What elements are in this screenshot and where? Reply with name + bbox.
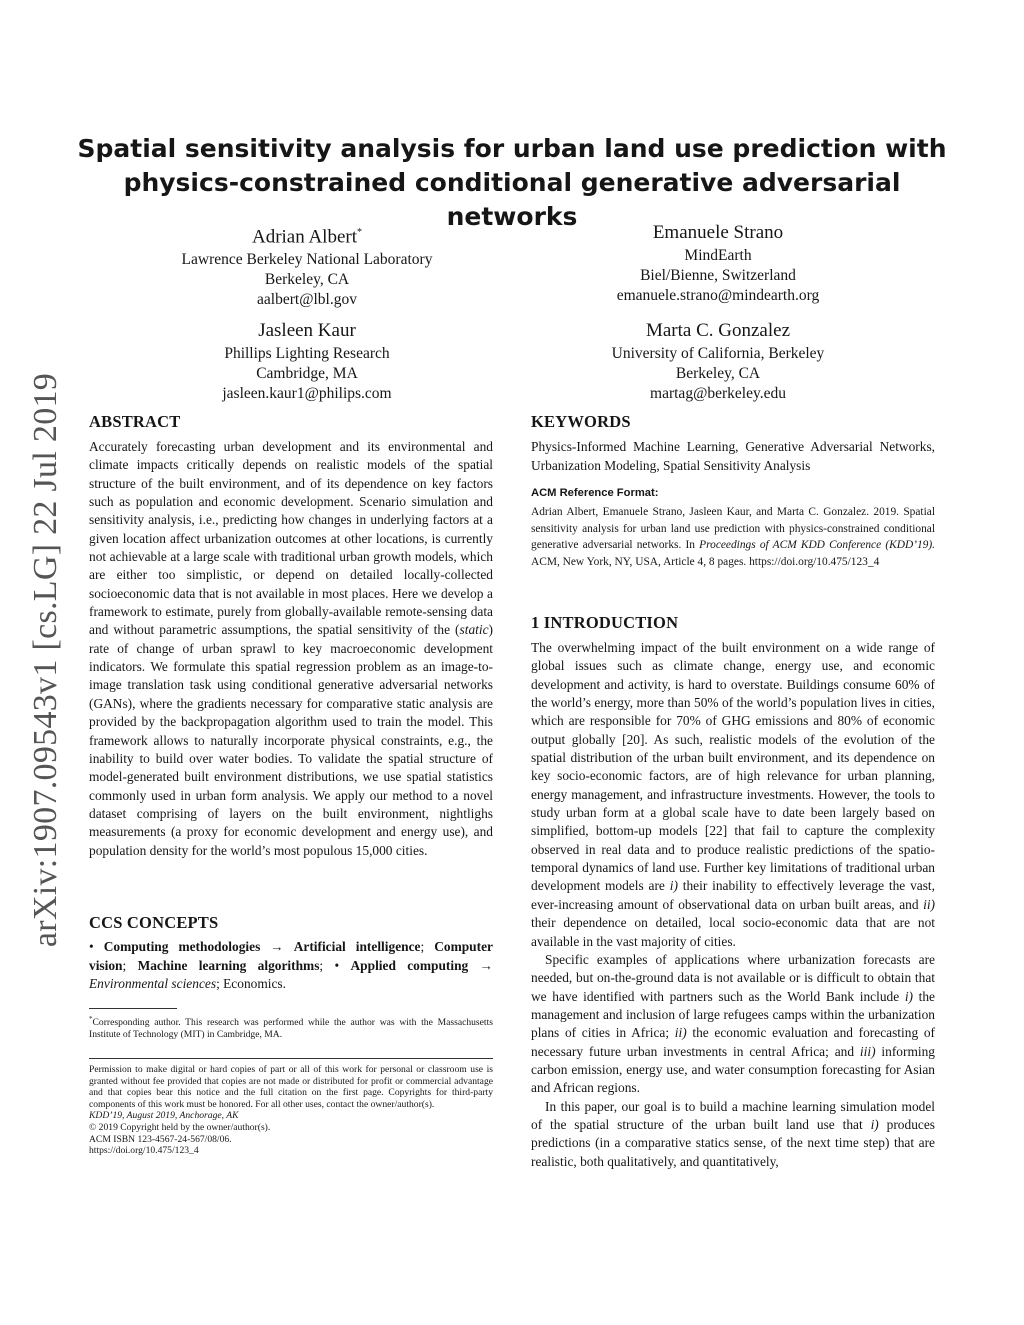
author-block-2	[508, 220, 928, 306]
author-email[interactable]: emanuele.strano@mindearth.org	[616, 287, 820, 304]
author-location: Berkeley, CA	[264, 271, 350, 289]
keywords-text: Physics-Informed Machine Learning, Generative Adversarial Networks, Urbanization Modeling, Spatial Sensitivity Analysis	[531, 439, 935, 473]
author-affiliation: Lawrence Berkeley National Laboratory	[181, 251, 433, 269]
author-location: Cambridge, MA	[256, 365, 358, 382]
author-email[interactable]: jasleen.kaur1@philips.com	[222, 385, 392, 402]
conference-info: KDD’19, August 2019, Anchorage, AK	[89, 1110, 239, 1122]
footnote: *Corresponding author. This research was performed while the author was with the Massachusetts Institute of Technology (MIT) in Cambridge, MA.	[89, 1015, 493, 1040]
author-block-3	[97, 318, 517, 404]
abstract-emphasis: static	[459, 622, 489, 638]
author-name: Marta C. Gonzalez	[645, 320, 791, 341]
author-affiliation: MindEarth	[684, 247, 752, 264]
abstract-heading: ABSTRACT	[89, 412, 181, 431]
arxiv-sidebar	[14, 360, 78, 960]
footnote-rule	[89, 1008, 177, 1009]
intro-paragraph-1: The overwhelming impact of the built environment on a wide range of global issues such as climate change, energy use, and economic development and activity, is hard to overstate. Buildings consume 60% of the world’s energy, more than 50% of the world’s population lives in cities, which are responsible for 70% of GHG emissions and 80% of economic output globally [20]. As such, realistic models of the evolution of the spatial distribution of the urban built environment, and its dependence on key socio-economic factors, are of high relevance for urban planning, energy management, and infrastructure investments. However, the tools to study urban form at a global scale have to date been largely based on simplified, bottom-up models [22] that fail to capture the complexity observed in real data and to produce realistic predictions of the spatio-temporal dynamics of land use. Further key limitations of traditional urban development models are i) their inability to effectively leverage the vast, ever-increasing amount of observational data on urban built areas, and ii) their dependence on detailed, local socio-economic data that are not available in the vast majority of cities.	[531, 640, 935, 949]
author-affiliation: Phillips Lighting Research	[224, 345, 390, 362]
abstract-body: Accurately forecasting urban development and its environmental and climate impacts critically depends on realistic models of the spatial structure of the built environment, and of its dependence on key factors such as population and economic development. Scenario simulation and sensitivity analysis, i.e., predicting how changes in underlying factors at a given location affect urbanization outcomes at other locations, is currently not achievable at a large scale with traditional urban growth models, which are either too simplistic, or depend on detailed locally-collected socioeconomic data that is not available in most places. Here we develop a framework to estimate, purely from globally-available remote-sensing data and without parametric assumptions, the spatial sensitivity of the (static) rate of change of urban sprawl to key macroeconomic development indicators. We formulate this spatial regression problem as an image-to-image translation task using conditional generative adversarial networks (GANs), where the gradients necessary for comparative static analysis are provided by the backpropagation algorithm used to train the model. This framework allows to naturally incorporate physical constraints, e.g., the inability to build over water bodies. To validate the spatial structure of model-generated built environment distributions, we use spatial statistics commonly used in urban form analysis. We apply our method to a novel dataset comprising of layers on the built environment, nightlighs measurements (a proxy for economic development and energy use), and population density for the world’s most populous 15,000 cities.	[89, 439, 493, 858]
ccs-heading: CCS CONCEPTS	[89, 913, 219, 932]
author-name: Emanuele Strano	[652, 222, 784, 243]
author-block-1	[97, 220, 517, 310]
paper-title	[60, 132, 964, 234]
isbn-line: ACM ISBN 123-4567-24-567/08/06.	[89, 1133, 232, 1145]
keywords-heading: KEYWORDS	[531, 412, 631, 431]
title-line-2: physics-constrained conditional generative adversarial networks	[123, 168, 901, 231]
title-line-1: Spatial sensitivity analysis for urban land use prediction with	[77, 134, 947, 163]
acm-reference-text: Adrian Albert, Emanuele Strano, Jasleen Kaur, and Marta C. Gonzalez. 2019. Spatial sensitivity analysis for urban land use prediction with physics-constrained conditional generative adversarial networks. In Proceedings of ACM KDD Conference (KDD’19). ACM, New York, NY, USA, Article 4, 8 pages. https://doi.org/10.475/123_4	[531, 506, 935, 568]
intro-paragraph-2: Specific examples of applications where urbanization forecasts are needed, but on-the-ground data is not available or is difficult to obtain that we have identified with partners such as the World Bank include i) the management and inclusion of large refugees camps within the urbanization plans of cities in Africa; ii) the economic evaluation and forecasting of necessary future urban investments in central Africa; and iii) informing carbon emission, energy use, and water consumption forecasting for Asian and African regions.	[531, 951, 935, 1096]
introduction-heading: 1 INTRODUCTION	[531, 613, 679, 632]
author-email[interactable]: aalbert@lbl.gov	[257, 291, 357, 309]
author-affiliation: University of California, Berkeley	[611, 345, 825, 362]
arxiv-identifier: arXiv:1907.09543v1 [cs.LG] 22 Jul 2019	[27, 372, 64, 948]
copyright-line: © 2019 Copyright held by the owner/author(s).	[89, 1121, 271, 1133]
author-location: Biel/Bienne, Switzerland	[640, 267, 796, 284]
corresponding-mark: *	[357, 227, 362, 238]
permission-block	[89, 1064, 493, 1157]
introduction-body	[531, 639, 935, 1171]
author-name: Jasleen Kaur	[258, 320, 356, 341]
ccs-concepts: • Computing methodologies → Artificial intelligence; Computer vision; Machine learning algorithms; • Applied computing → Environmental sciences; Economics.	[89, 939, 493, 991]
author-email[interactable]: martag@berkeley.edu	[650, 385, 786, 402]
acm-reference-label: ACM Reference Format:	[531, 487, 659, 499]
permission-rule	[89, 1058, 493, 1059]
author-location: Berkeley, CA	[675, 365, 761, 382]
permission-text: Permission to make digital or hard copies of part or all of this work for personal or classroom use is granted without fee provided that copies are not made or distributed for profit or commercial advantage and that copies bear this notice and the full citation on the first page. Copyrights for third-party components of this work must be honored. For all other uses, contact the owner/author(s).	[89, 1064, 493, 1110]
author-name: Adrian Albert*	[251, 226, 362, 248]
doi-link[interactable]: https://doi.org/10.475/123_4	[89, 1145, 199, 1157]
intro-paragraph-3: In this paper, our goal is to build a machine learning simulation model of the spatial structure of the urban built land use that i) produces predictions (in a comparative statics sense, of the next time step) that are realistic, both qualitatively, and quantitatively,	[531, 1098, 935, 1169]
author-block-4	[508, 318, 928, 404]
